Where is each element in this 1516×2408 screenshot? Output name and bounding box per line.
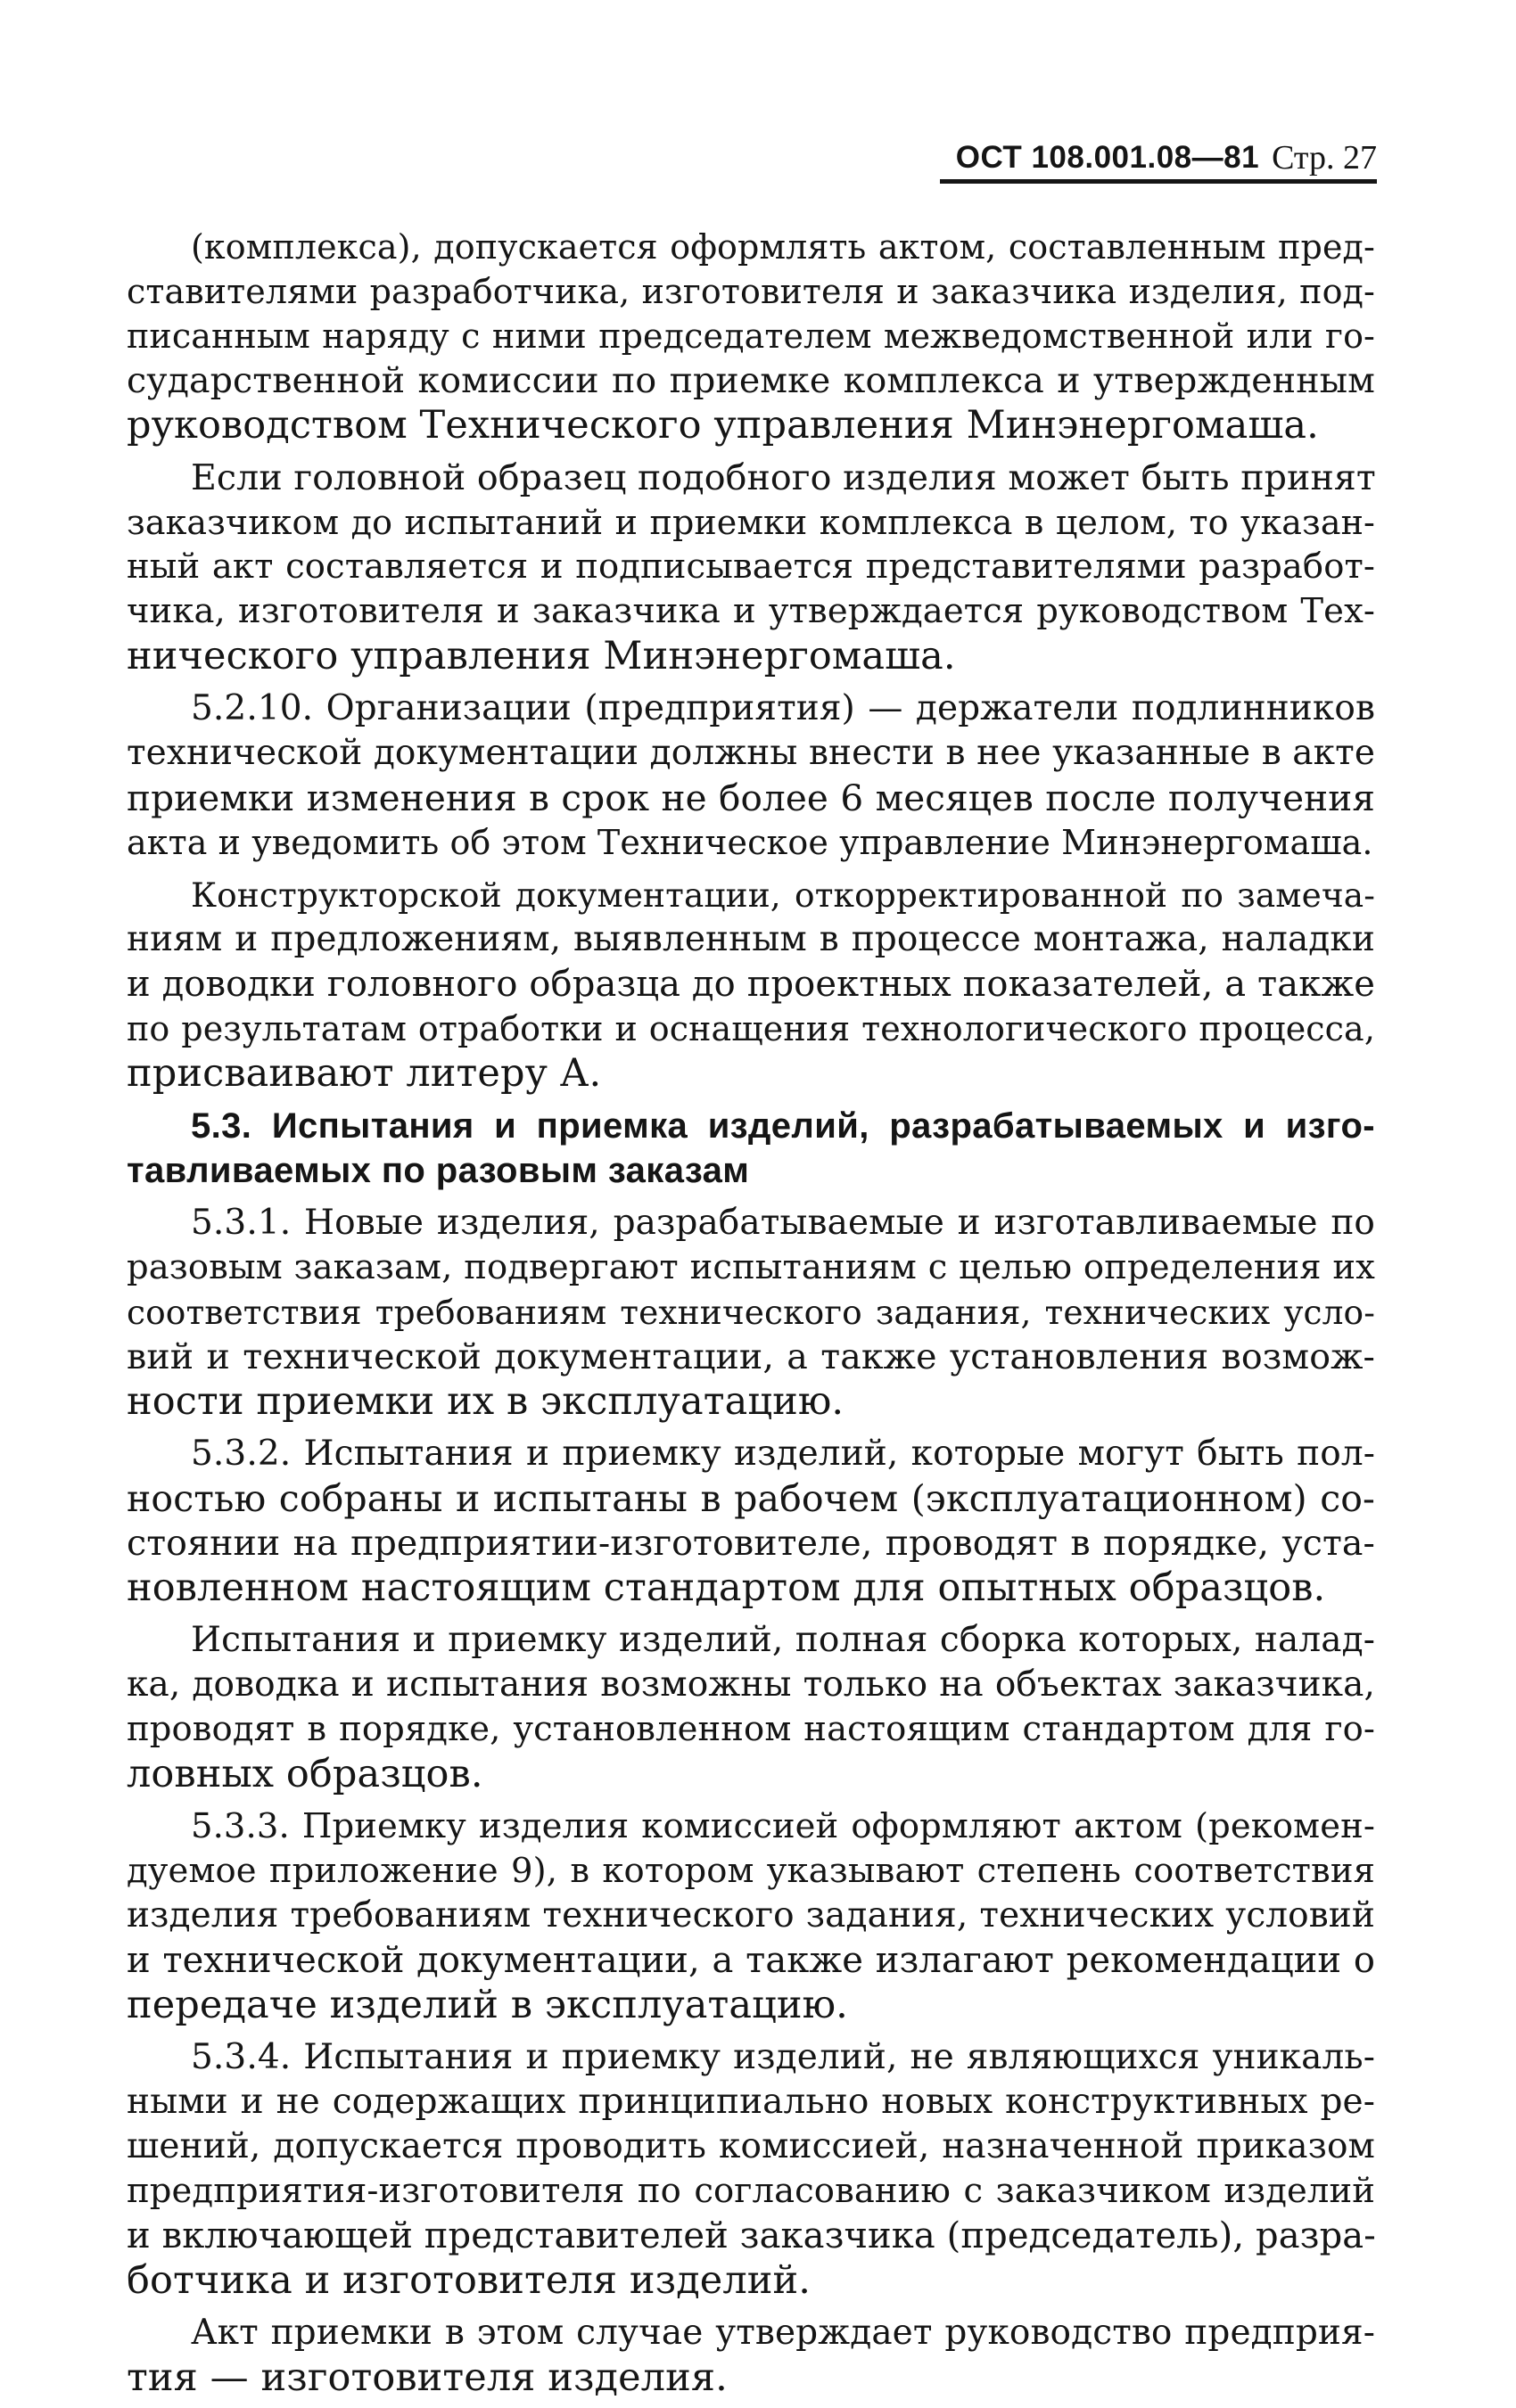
- text-line: соответствия требованиям технического задания, технических усло-: [127, 1293, 1375, 1332]
- text-line: присваивают литеру А.: [127, 1051, 602, 1096]
- text-line: руководством Технического управления Минэнергомаша.: [127, 403, 1319, 448]
- text-line: писанным наряду с ними председателем межведомственной или го-: [127, 316, 1375, 356]
- document-body: [127, 225, 1375, 2408]
- text-line: Испытания и приемку изделий, полная сборка которых, налад-: [191, 1620, 1375, 1660]
- paragraph: [127, 1432, 1375, 1610]
- paragraph: [127, 873, 1375, 1096]
- text-line: предприятия-изготовителя по согласованию с заказчиком изделий: [127, 2171, 1375, 2211]
- text-line: 5.3. Испытания и приемка изделий, разрабатываемых и изго-: [191, 1106, 1375, 1146]
- section-heading: [127, 1104, 1375, 1193]
- text-line: вий и технической документации, а также установления возмож-: [127, 1336, 1375, 1377]
- text-line: ка, доводка и испытания возможны только на объектах заказчика,: [127, 1664, 1375, 1705]
- text-line: 5.3.3. Приемку изделия комиссией оформляют актом (рекомен-: [191, 1806, 1375, 1846]
- paragraph: [127, 1201, 1375, 1424]
- text-line: шений, допускается проводить комиссией, назначенной приказом: [127, 2126, 1375, 2166]
- text-line: дуемое приложение 9), в котором указывают степень соответствия: [127, 1851, 1375, 1891]
- paragraph: [127, 456, 1375, 678]
- text-line: 5.2.10. Организации (предприятия) — держатели подлинников: [191, 688, 1375, 728]
- text-line: 5.3.4. Испытания и приемку изделий, не являющихся уникаль-: [191, 2037, 1375, 2077]
- text-line: передаче изделий в эксплуатацию.: [127, 1983, 848, 2027]
- text-line: ности приемки их в эксплуатацию.: [127, 1379, 845, 1424]
- text-line: и доводки головного образца до проектных показателей, а также: [127, 964, 1375, 1005]
- text-line: по результатам отработки и оснащения технологического процесса,: [127, 1009, 1375, 1048]
- text-line: 5.3.2. Испытания и приемку изделий, которые могут быть пол-: [191, 1434, 1375, 1474]
- text-line: и технической документации, а также излагают рекомендации о: [127, 1940, 1375, 1981]
- text-line: акта и уведомить об этом Техническое управление Минэнергомаша.: [127, 823, 1373, 862]
- text-line: ниям и предложениям, выявленным в процессе монтажа, наладки: [127, 919, 1375, 959]
- text-line: тавливаемых по разовым заказам: [127, 1151, 750, 1190]
- text-line: ностью собраны и испытаны в рабочем (эксплуатационном) со-: [127, 1477, 1375, 1520]
- text-line: стоянии на предприятии-изготовителе, проводят в порядке, уста-: [127, 1523, 1375, 1564]
- text-line: разовым заказам, подвергают испытаниям с целью определения их: [127, 1247, 1375, 1287]
- page-header: [940, 130, 1377, 184]
- standard-code: ОСТ 108.001.08—81: [955, 140, 1260, 175]
- paragraph: [127, 2311, 1375, 2400]
- text-line: чика, изготовителя и заказчика и утверждается руководством Тех-: [127, 591, 1375, 631]
- text-line: изделия требованиям технического задания, технических условий: [127, 1895, 1375, 1935]
- paragraph: [127, 2035, 1375, 2303]
- paragraph: [127, 686, 1375, 865]
- text-line: и включающей представителей заказчика (председатель), разра-: [127, 2215, 1376, 2256]
- text-line: нического управления Минэнергомаша.: [127, 634, 956, 678]
- page-number: Стр. 27: [1272, 139, 1377, 177]
- text-line: сударственной комиссии по приемке комплекса и утвержденным: [127, 360, 1375, 401]
- text-line: Акт приемки в этом случае утверждает руководство предприя-: [191, 2313, 1375, 2353]
- text-line: заказчиком до испытаний и приемки комплекса в целом, то указан-: [127, 503, 1375, 542]
- text-line: тия — изготовителя изделия.: [127, 2355, 728, 2400]
- paragraph: [127, 225, 1375, 448]
- text-line: ловных образцов.: [127, 1752, 483, 1796]
- text-line: 5.3.1. Новые изделия, разрабатываемые и изготавливаемые по: [191, 1203, 1375, 1243]
- text-line: (комплекса), допускается оформлять актом, составленным пред-: [191, 227, 1375, 267]
- text-line: новленном настоящим стандартом для опытных образцов.: [127, 1566, 1326, 1610]
- text-line: ставителями разработчика, изготовителя и заказчика изделия, под-: [127, 272, 1375, 311]
- text-line: Если головной образец подобного изделия может быть принят: [191, 457, 1376, 498]
- paragraph: [127, 1618, 1375, 1796]
- paragraph: [127, 1804, 1375, 2027]
- text-line: ботчика и изготовителя изделий.: [127, 2258, 812, 2303]
- text-line: Конструкторской документации, откорректированной по замеча-: [191, 875, 1375, 915]
- text-line: ный акт составляется и подписывается представителями разработ-: [127, 547, 1375, 587]
- text-line: проводят в порядке, установленном настоящим стандартом для го-: [127, 1709, 1375, 1749]
- text-line: технической документации должны внести в нее указанные в акте: [127, 733, 1375, 773]
- text-line: ными и не содержащих принципиально новых конструктивных ре-: [127, 2082, 1375, 2122]
- text-line: приемки изменения в срок не более 6 месяцев после получения: [127, 777, 1375, 819]
